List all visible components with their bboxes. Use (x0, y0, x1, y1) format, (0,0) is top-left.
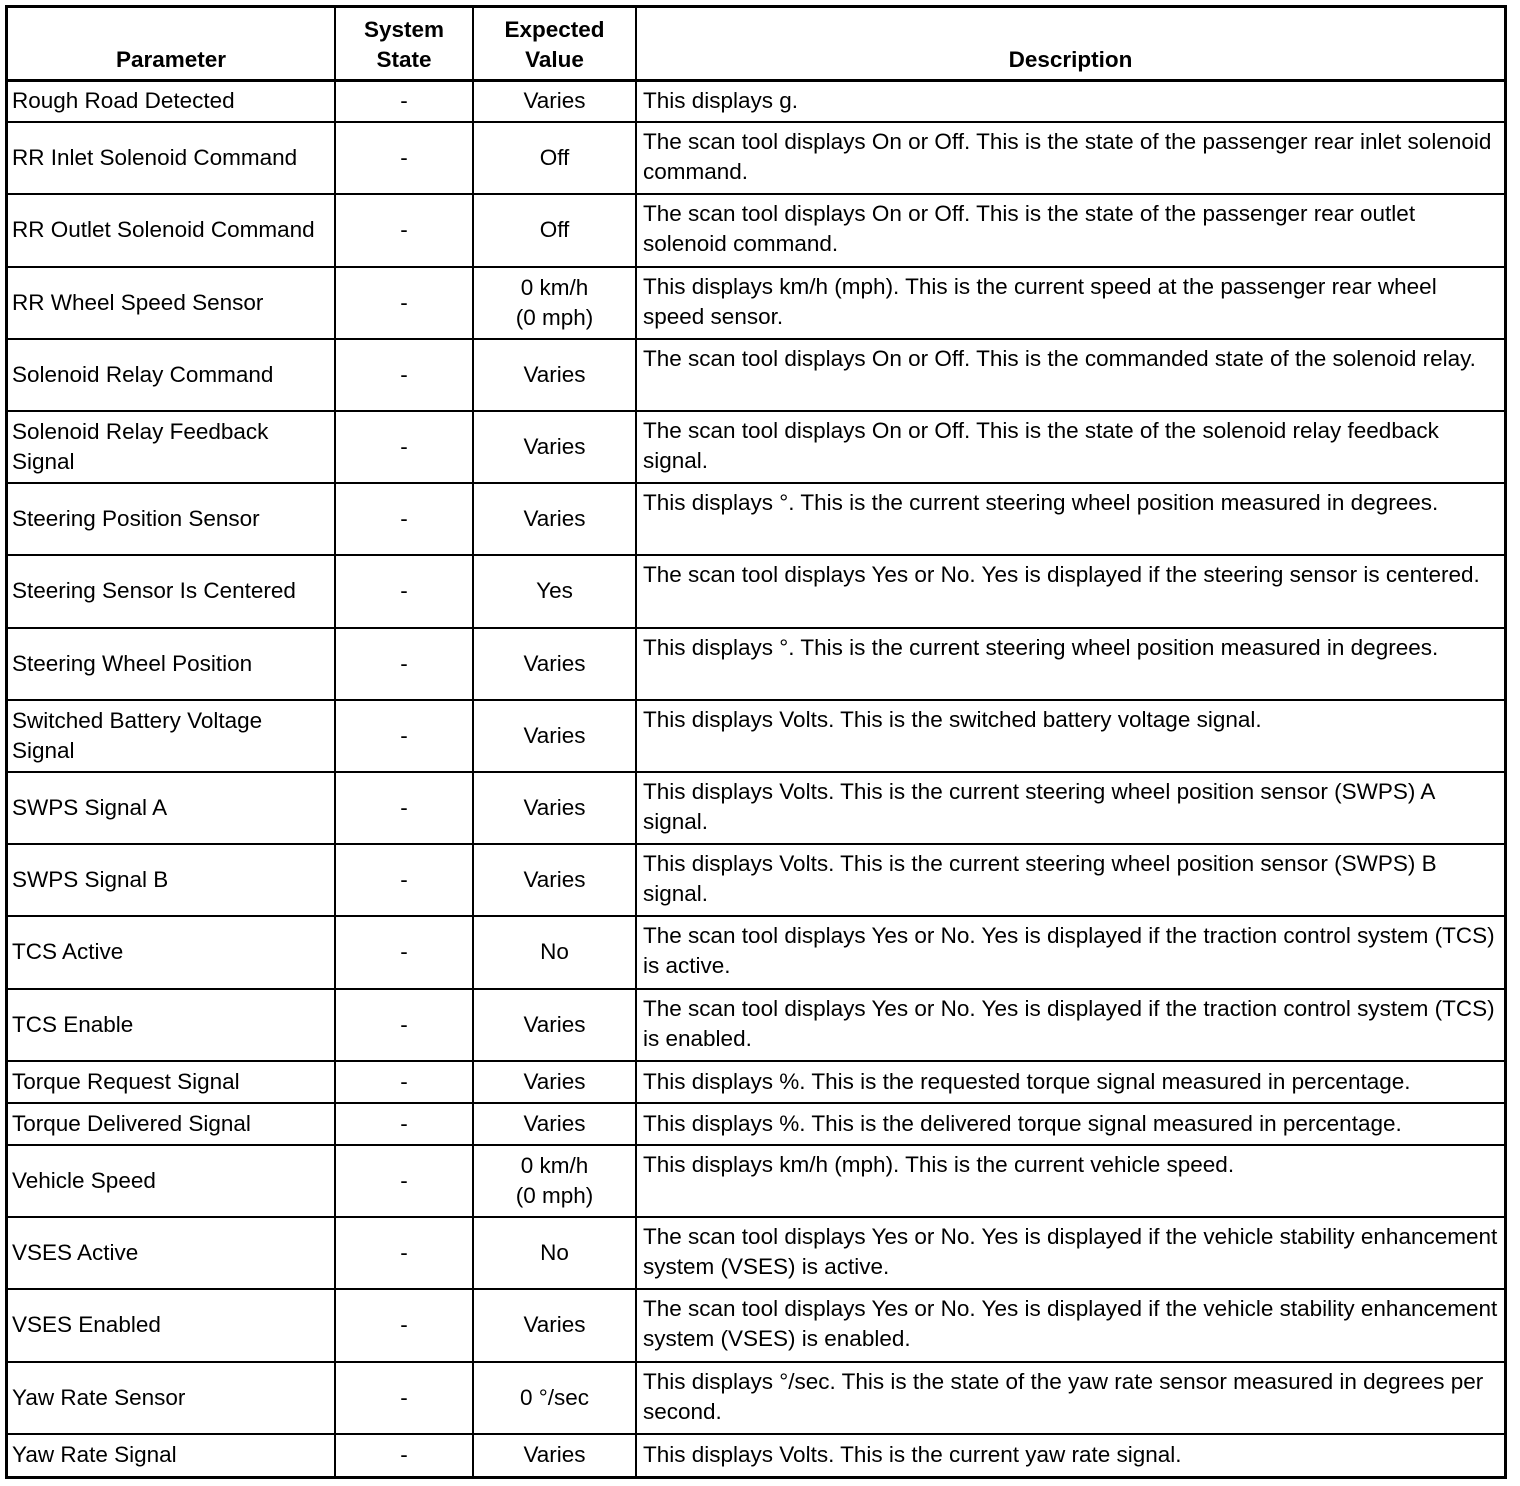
cell-expected-value (473, 80, 636, 122)
cell-description: The scan tool displays Yes or No. Yes is displayed if the vehicle stability enhancement system (VSES) is active. (636, 1217, 1504, 1289)
cell-system-state: - (335, 339, 473, 411)
table-row (8, 700, 1504, 772)
cell-system-state: - (335, 1103, 473, 1145)
table-body (8, 80, 1504, 1476)
table-row (8, 339, 1504, 411)
table-row (8, 1434, 1504, 1476)
cell-description: The scan tool displays Yes or No. Yes is displayed if the steering sensor is centered. (636, 555, 1504, 627)
cell-system-state: - (335, 628, 473, 700)
cell-expected-value (473, 194, 636, 266)
header-expected-value-line1: Expected (504, 16, 605, 42)
expected-value-line1: Varies (523, 88, 586, 114)
cell-system-state: - (335, 1217, 473, 1289)
table-row (8, 483, 1504, 555)
cell-expected-value (473, 483, 636, 555)
cell-expected-value (473, 267, 636, 339)
cell-description: The scan tool displays On or Off. This is the state of the solenoid relay feedback signal. (636, 411, 1504, 483)
table-header-row (8, 8, 1504, 80)
cell-expected-value (473, 1289, 636, 1361)
cell-description: This displays %. This is the requested torque signal measured in percentage. (636, 1061, 1504, 1103)
cell-expected-value (473, 1434, 636, 1476)
cell-description: This displays %. This is the delivered torque signal measured in percentage. (636, 1103, 1504, 1145)
cell-parameter: Torque Request Signal (8, 1061, 335, 1103)
cell-system-state: - (335, 1145, 473, 1217)
expected-value-line2: (0 mph) (515, 304, 594, 330)
cell-expected-value (473, 916, 636, 988)
cell-system-state: - (335, 1289, 473, 1361)
table-row (8, 1362, 1504, 1434)
cell-description: This displays g. (636, 80, 1504, 122)
cell-parameter: TCS Active (8, 916, 335, 988)
expected-value-line1: Varies (523, 650, 586, 676)
cell-expected-value (473, 628, 636, 700)
cell-description: This displays Volts. This is the current yaw rate signal. (643, 1442, 1182, 1468)
table-row (8, 1289, 1504, 1361)
cell-description: The scan tool displays On or Off. This is the state of the passenger rear outlet solenoid command. (636, 194, 1504, 266)
cell-system-state: - (335, 1362, 473, 1434)
expected-value-line1: Varies (523, 1312, 586, 1338)
cell-system-state: - (335, 989, 473, 1061)
cell-description: This displays Volts. This is the current steering wheel position sensor (SWPS) A signal. (636, 772, 1504, 844)
expected-value-line1: Varies (523, 434, 586, 460)
cell-system-state: - (335, 122, 473, 194)
cell-system-state: - (335, 1434, 473, 1476)
cell-parameter: RR Inlet Solenoid Command (8, 122, 335, 194)
cell-system-state: - (335, 80, 473, 122)
cell-system-state: - (335, 1061, 473, 1103)
cell-expected-value (473, 122, 636, 194)
cell-description: This displays Volts. This is the switched battery voltage signal. (636, 700, 1504, 772)
header-system-state-line2: State (376, 46, 432, 72)
table-row (8, 555, 1504, 627)
cell-parameter: Steering Position Sensor (8, 483, 335, 555)
cell-expected-value (473, 411, 636, 483)
header-system-state (335, 8, 473, 80)
cell-expected-value (473, 1217, 636, 1289)
cell-expected-value (473, 700, 636, 772)
cell-parameter: RR Outlet Solenoid Command (8, 194, 335, 266)
cell-description: This displays km/h (mph). This is the current speed at the passenger rear wheel speed sensor. (636, 267, 1504, 339)
header-parameter: Parameter (8, 8, 335, 80)
table-row (8, 1145, 1504, 1217)
table-row (8, 916, 1504, 988)
cell-expected-value (473, 989, 636, 1061)
cell-expected-value (473, 339, 636, 411)
table-row (8, 1061, 1504, 1103)
cell-parameter: Solenoid Relay Feedback Signal (8, 411, 335, 483)
expected-value-line1: Off (539, 145, 570, 171)
table-row (8, 267, 1504, 339)
expected-value-line1: 0 °/sec (519, 1384, 590, 1410)
expected-value-line1: 0 km/h (520, 1153, 589, 1179)
cell-description: This displays °/sec. This is the state of the yaw rate sensor measured in degrees per second. (636, 1362, 1504, 1434)
table-row (8, 194, 1504, 266)
expected-value-line1: Varies (523, 1442, 586, 1468)
table-row (8, 80, 1504, 122)
cell-system-state: - (335, 555, 473, 627)
cell-parameter: Yaw Rate Sensor (8, 1362, 335, 1434)
scan-tool-parameter-table (8, 8, 1504, 1476)
table-row (8, 1103, 1504, 1145)
header-expected-value (473, 8, 636, 80)
cell-description: This displays km/h (mph). This is the current vehicle speed. (636, 1145, 1504, 1217)
table-row (8, 772, 1504, 844)
cell-parameter: RR Wheel Speed Sensor (8, 267, 335, 339)
table-row (8, 411, 1504, 483)
cell-parameter: Steering Sensor Is Centered (8, 555, 335, 627)
cell-expected-value (473, 1103, 636, 1145)
cell-description: The scan tool displays Yes or No. Yes is displayed if the traction control system (TCS) is active. (636, 916, 1504, 988)
cell-parameter: Steering Wheel Position (8, 628, 335, 700)
cell-system-state: - (335, 411, 473, 483)
cell-description: The scan tool displays Yes or No. Yes is displayed if the vehicle stability enhancement system (VSES) is enabled. (636, 1289, 1504, 1361)
expected-value-line1: Varies (523, 1011, 586, 1037)
table-row (8, 122, 1504, 194)
cell-system-state: - (335, 483, 473, 555)
header-description: Description (636, 8, 1504, 80)
cell-expected-value (473, 1145, 636, 1217)
cell-parameter: VSES Active (8, 1217, 335, 1289)
cell-system-state: - (335, 267, 473, 339)
expected-value-line1: Varies (523, 795, 586, 821)
cell-parameter: Solenoid Relay Command (8, 339, 335, 411)
cell-parameter: VSES Enabled (8, 1289, 335, 1361)
cell-parameter: Rough Road Detected (8, 80, 335, 122)
cell-description: This displays °. This is the current steering wheel position measured in degrees. (636, 628, 1504, 700)
table-row (8, 1217, 1504, 1289)
cell-expected-value (473, 772, 636, 844)
cell-system-state: - (335, 772, 473, 844)
cell-system-state: - (335, 194, 473, 266)
cell-parameter: Vehicle Speed (8, 1145, 335, 1217)
header-system-state-line1: System (363, 16, 445, 42)
cell-parameter: Yaw Rate Signal (8, 1434, 335, 1476)
expected-value-line2: (0 mph) (515, 1183, 594, 1209)
cell-description: This displays °. This is the current steering wheel position measured in degrees. (636, 483, 1504, 555)
expected-value-line1: Yes (536, 578, 573, 604)
expected-value-line1: Varies (523, 722, 586, 748)
cell-parameter: SWPS Signal B (8, 844, 335, 916)
expected-value-line1: Varies (523, 867, 586, 893)
expected-value-line1: No (540, 939, 569, 965)
cell-expected-value (473, 844, 636, 916)
cell-expected-value (473, 1061, 636, 1103)
table-row (8, 844, 1504, 916)
expected-value-line1: No (540, 1240, 569, 1266)
cell-system-state: - (335, 700, 473, 772)
table-row (8, 628, 1504, 700)
expected-value-line1: Varies (523, 1110, 586, 1136)
cell-parameter: SWPS Signal A (8, 772, 335, 844)
cell-description: The scan tool displays Yes or No. Yes is displayed if the traction control system (TCS) is enabled. (636, 989, 1504, 1061)
cell-system-state: - (335, 916, 473, 988)
expected-value-line1: 0 km/h (520, 274, 589, 300)
expected-value-line1: Varies (523, 506, 586, 532)
cell-parameter: Torque Delivered Signal (8, 1103, 335, 1145)
expected-value-line1: Varies (523, 1068, 586, 1094)
table-row (8, 989, 1504, 1061)
cell-parameter: Switched Battery Voltage Signal (8, 700, 335, 772)
header-expected-value-line2: Value (525, 46, 584, 72)
parameter-table-frame (5, 5, 1507, 1479)
cell-expected-value (473, 1362, 636, 1434)
cell-description: This displays Volts. This is the current steering wheel position sensor (SWPS) B signal. (636, 844, 1504, 916)
cell-system-state: - (335, 844, 473, 916)
expected-value-line1: Varies (523, 361, 586, 387)
cell-description: The scan tool displays On or Off. This is the commanded state of the solenoid relay. (636, 339, 1504, 411)
cell-parameter: TCS Enable (8, 989, 335, 1061)
expected-value-line1: Off (539, 217, 570, 243)
cell-description: The scan tool displays On or Off. This is the state of the passenger rear inlet solenoid command. (636, 122, 1504, 194)
cell-expected-value (473, 555, 636, 627)
